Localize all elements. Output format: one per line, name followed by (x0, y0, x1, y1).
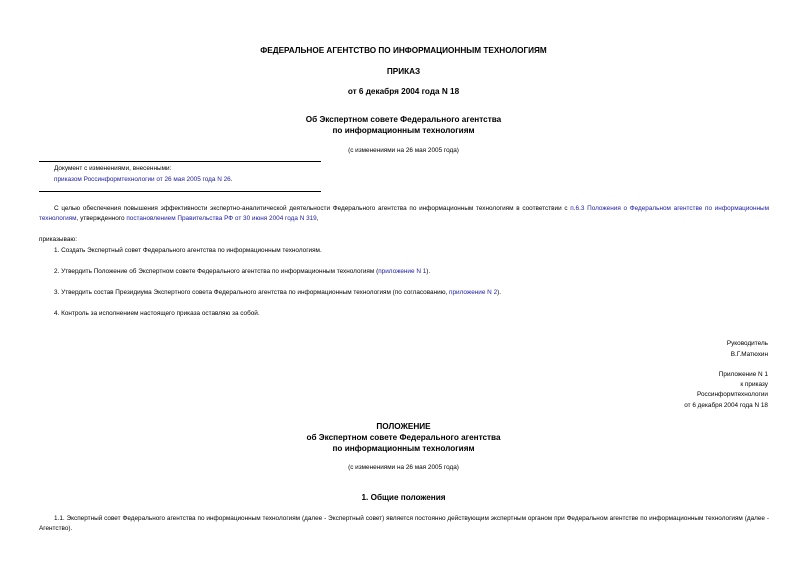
changes-entry (54, 176, 233, 183)
regulation-amendments: (с изменениями на 26 мая 2005 года) (348, 464, 459, 471)
regulation-subtitle-line2: по информационным технологиям (332, 444, 475, 453)
agency-name: ФЕДЕРАЛЬНОЕ АГЕНТСТВО ПО ИНФОРМАЦИОННЫМ ТЕХНОЛОГИЯМ (260, 46, 547, 55)
item-2 (54, 268, 430, 275)
regulation-subtitle-line1: об Экспертном совете Федерального агентства (306, 433, 501, 442)
item-4: 4. Контроль за исполнением настоящего приказа оставляю за собой. (54, 310, 260, 317)
document-type: ПРИКАЗ (386, 67, 421, 76)
regulation-title: ПОЛОЖЕНИЕ (376, 422, 431, 431)
divider-top (39, 161, 321, 162)
preamble-text2: , утвержденного (76, 215, 127, 222)
document-title-line1: Об Экспертном совете Федерального агентства (305, 115, 502, 124)
order-word: приказываю: (39, 236, 77, 243)
signature-position: Руководитель (726, 340, 768, 347)
changes-link[interactable]: приказом Россинформтехнологии от 26 мая 2005 года N 26 (54, 176, 231, 183)
signature-name: В.Г.Матюхин (730, 351, 768, 358)
section-heading: 1. Общие положения (361, 493, 446, 502)
item-3-link[interactable]: приложение N 2 (449, 289, 498, 296)
document-date-number: от 6 декабря 2004 года N 18 (347, 87, 460, 96)
preamble-text1: С целью обеспечения повышения эффективности экспертно-аналитической деятельности Федерального агентства по информационным технологиям в соответствии с (54, 205, 571, 212)
amendments-note: (с изменениями на 26 мая 2005 года) (348, 147, 459, 154)
changes-suffix: . (230, 176, 233, 183)
item-1: 1. Создать Экспертный совет Федерального агентства по информационным технологиям. (54, 247, 322, 254)
appendix-line4: от 6 декабря 2004 года N 18 (684, 402, 768, 409)
item-2-text: 2. Утвердить Положение об Экспертном совете Федерального агентства по информационным технологиям ( (54, 268, 379, 275)
preamble-link-regulation[interactable]: п.6.3 Положения о Федеральном агентстве по информационным технологиям (39, 205, 769, 222)
item-2-link[interactable]: приложение N 1 (378, 268, 427, 275)
item-3-text: 3. Утвердить состав Президиума Экспертного совета Федерального агентства по информационным технологиям (по согласованию, (54, 289, 450, 296)
preamble-paragraph (39, 204, 769, 224)
item-3 (54, 289, 501, 296)
item-2-end: ). (426, 268, 431, 275)
changes-label: Документ с изменениями, внесенными: (54, 165, 172, 172)
divider-bottom (39, 191, 321, 192)
preamble-text3: , (316, 215, 319, 222)
paragraph-1-1: 1.1. Экспертный совет Федерального агентства по информационным технологиям (далее - Экспертный совет) является постоянно действующим экспертным органом при Федеральном агентстве по информационным технологиям (далее - Агентство). (39, 515, 769, 532)
appendix-line1: Приложение N 1 (718, 371, 768, 378)
document-title-line2: по информационным технологиям (332, 126, 475, 135)
appendix-line3: Россинформтехнологии (696, 391, 768, 398)
preamble-link-decree[interactable]: постановлением Правительства РФ от 30 июня 2004 года N 319 (126, 215, 317, 222)
item-3-end: ). (497, 289, 502, 296)
appendix-line2: к приказу (740, 381, 768, 388)
